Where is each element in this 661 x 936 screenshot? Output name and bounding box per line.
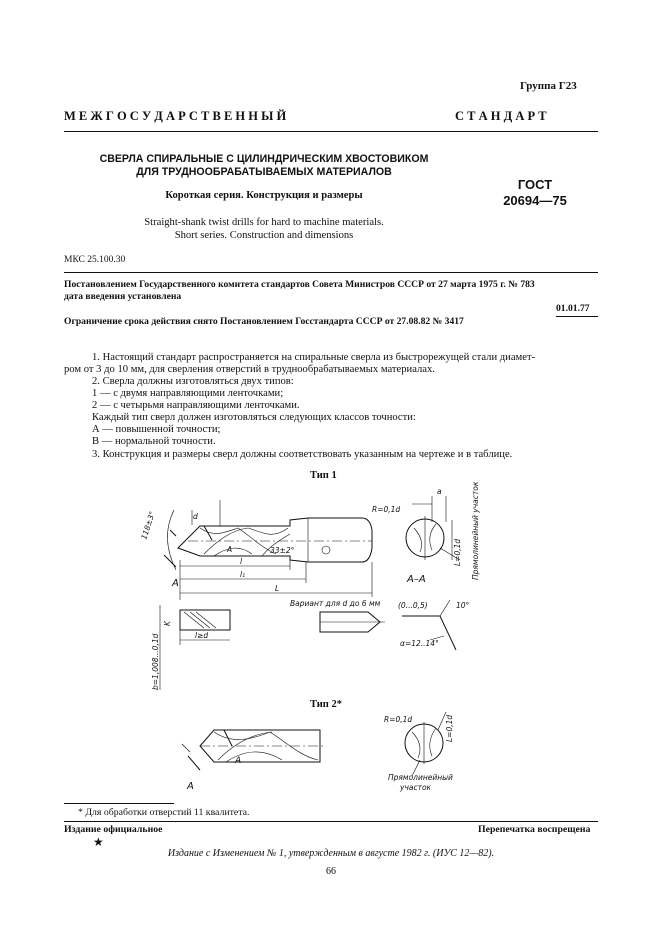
standard-label: С Т А Н Д А Р Т (455, 109, 547, 123)
section-mark-a1: A (227, 545, 233, 554)
english-line-2: Short series. Construction and dimensions (174, 230, 354, 241)
type2-length-label: L=0,1d (445, 714, 454, 742)
diameter-label: d (193, 512, 198, 521)
english-line-1: Straight-shank twist drills for hard to machine materials. (144, 217, 384, 228)
dim-l1: l₁ (240, 570, 246, 579)
tip-angle-label: 118±3° (139, 510, 157, 541)
angle-10-label: 10° (456, 601, 470, 610)
decree-date: 01.01.77 (556, 303, 590, 314)
section-aa-label: А–А (407, 574, 426, 585)
decree-line-1: Постановлением Государственного комитета стандартов Совета Министров СССР от 27 марта 1975 г. № 783 (64, 279, 535, 290)
para-2d: А — повышенной точности; (92, 424, 221, 435)
footer-rule (64, 821, 598, 822)
page-number: 66 (326, 866, 336, 877)
land-width-a: a (437, 487, 442, 496)
para-2c: Каждый тип сверл должен изготовляться следующих классов точности: (92, 412, 416, 423)
figure-1-title: Тип 1 (310, 470, 337, 481)
type2-radius-label: R=0,1d (384, 715, 413, 724)
gost-number: 20694—75 (503, 193, 567, 208)
angle-0-label: (0...0,5) (398, 601, 428, 610)
footnote: * Для обработки отверстий 11 квалитета. (78, 807, 250, 818)
l-ge-d-label: l≥d (195, 631, 209, 640)
para-2a: 1 — с двумя направляющими ленточками; (92, 388, 284, 399)
dim-l: l (240, 557, 243, 566)
title-line-2: ДЛЯ ТРУДНООБРАБАТЫВАЕМЫХ МАТЕРИАЛОВ (136, 166, 392, 178)
para-2b: 2 — с четырьмя направляющими ленточками. (92, 400, 300, 411)
group-code: Группа Г23 (520, 80, 577, 92)
b-width-label: b=1,008...0,1d (151, 633, 160, 690)
k-label: K (163, 621, 172, 626)
para-1b: ром от 3 до 10 мм, для сверления отверстий в труднообрабатываемых материалах. (64, 364, 435, 375)
star-mark: ★ (93, 835, 104, 849)
length-01d-label: L=0,1d (453, 538, 462, 566)
decree-line-2: дата введения установлена (64, 291, 182, 302)
interstate-label: М Е Ж Г О С У Д А Р С Т В Е Н Н Ы Й (64, 109, 287, 123)
para-1a: 1. Настоящий стандарт распространяется на спиральные сверла из быстрорежущей стали диамет- (92, 352, 536, 363)
title-line-1: СВЕРЛА СПИРАЛЬНЫЕ С ЦИЛИНДРИЧЕСКИМ ХВОСТОВИКОМ (99, 153, 429, 165)
para-2: 2. Сверла должны изготовляться двух типов: (92, 376, 294, 387)
type2-section-a1: A (235, 756, 242, 766)
dim-L: L (275, 584, 280, 593)
footnote-rule (64, 803, 174, 804)
straight-section-label: Прямолинейный участок (471, 481, 480, 580)
type2-straight-1: Прямолинейный (388, 773, 453, 782)
edition-note: Издание с Изменением № 1, утвержденным в августе 1982 г. (ИУС 12—82). (167, 848, 495, 859)
figure-2-title: Тип 2* (310, 699, 342, 710)
angle-alpha-label: α=12..14° (400, 639, 439, 648)
mks-code: МКС 25.100.30 (64, 255, 126, 265)
radius-label: R=0,1d (372, 505, 401, 514)
section-mark-a2: A (172, 578, 179, 589)
drill-type2-view (182, 730, 326, 770)
helix-angle-label: 33±2° (270, 546, 295, 555)
type2-straight-2: участок (400, 783, 432, 792)
para-3: 3. Конструкция и размеры сверл должны соответствовать указанным на чертеже и в таблице. (92, 449, 513, 460)
para-2e: В — нормальной точности. (92, 436, 216, 447)
limit-note: Ограничение срока действия снято Постановлением Госстандарта СССР от 27.08.82 № 3417 (64, 316, 464, 327)
variant-label: Вариант для d до 6 мм (290, 599, 381, 608)
reprint-forbidden: Перепечатка воспрещена (478, 824, 591, 835)
subtitle: Короткая серия. Конструкция и размеры (165, 190, 363, 201)
official-edition: Издание официальное (64, 824, 163, 835)
type2-section-a2: A (187, 781, 194, 792)
gost-label: ГОСТ (517, 177, 553, 192)
